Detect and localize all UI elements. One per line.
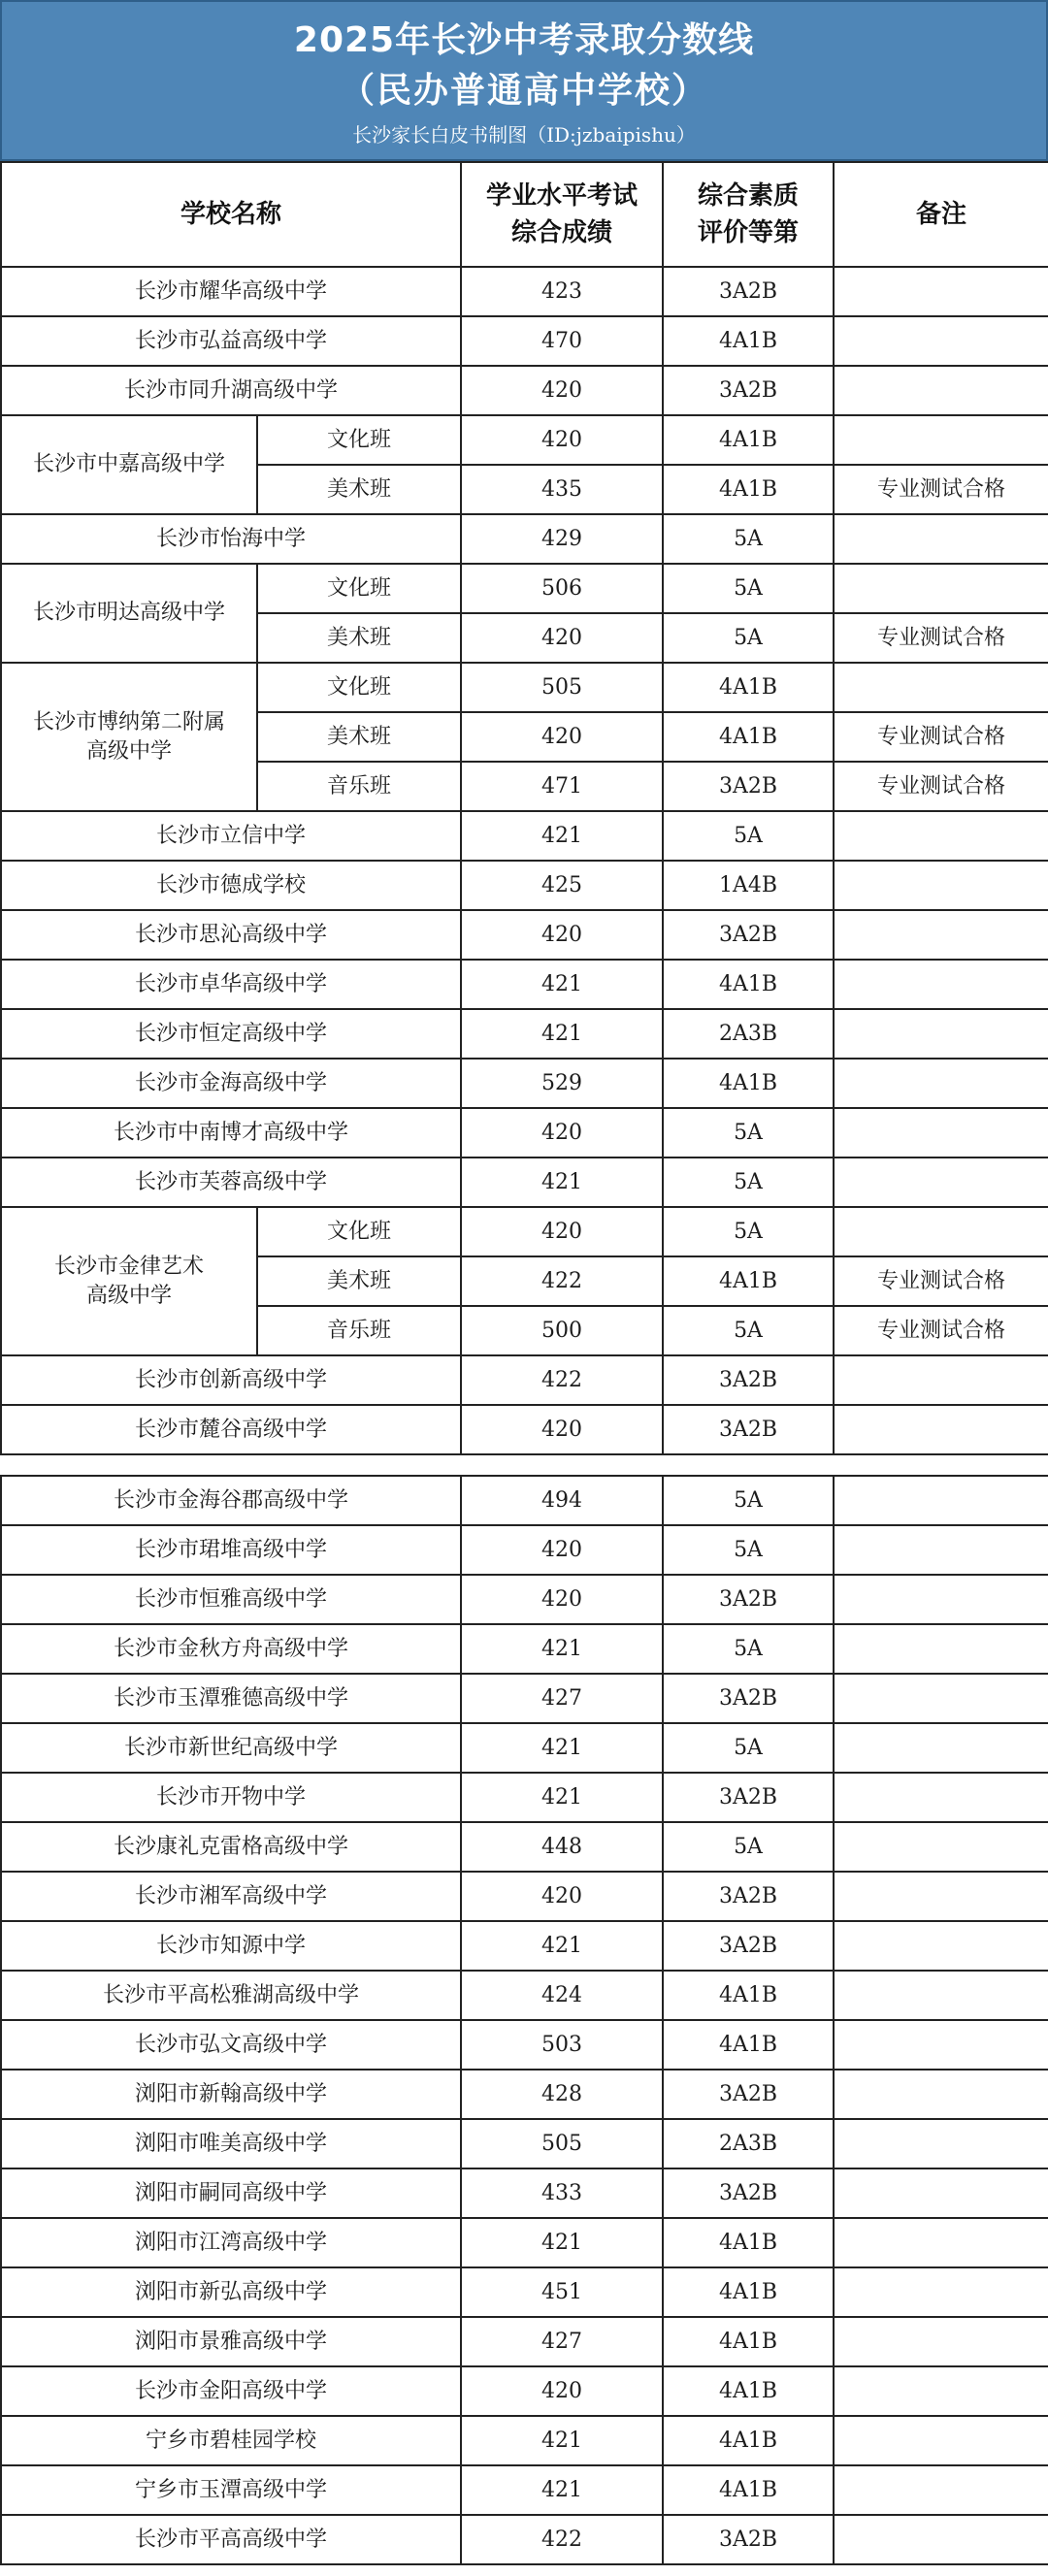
col-grade-line1: 综合素质 bbox=[698, 181, 800, 211]
school-name: 浏阳市唯美高级中学 bbox=[1, 2119, 461, 2168]
school-name: 长沙市金海谷郡高级中学 bbox=[1, 1476, 461, 1525]
school-name: 长沙市耀华高级中学 bbox=[1, 267, 461, 316]
school-name: 长沙市开物中学 bbox=[1, 1773, 461, 1822]
score-value: 420 bbox=[461, 415, 663, 465]
note-value bbox=[834, 514, 1048, 564]
table-row bbox=[1, 267, 1048, 316]
class-name: 音乐班 bbox=[257, 762, 461, 811]
score-value: 423 bbox=[461, 267, 663, 316]
school-name: 长沙市德成学校 bbox=[1, 861, 461, 910]
score-value: 421 bbox=[461, 1624, 663, 1674]
grade-value: 4A1B bbox=[663, 712, 834, 762]
school-name: 长沙市中嘉高级中学 bbox=[1, 415, 257, 514]
score-value: 420 bbox=[461, 1872, 663, 1921]
school-name bbox=[1, 663, 257, 811]
score-value: 505 bbox=[461, 2119, 663, 2168]
grade-value: 5A bbox=[663, 1822, 834, 1872]
col-school-header: 学校名称 bbox=[1, 162, 461, 267]
score-value: 503 bbox=[461, 2020, 663, 2070]
note-value bbox=[834, 1872, 1048, 1921]
school-name: 长沙市麓谷高级中学 bbox=[1, 1405, 461, 1454]
grade-value: 4A1B bbox=[663, 2317, 834, 2366]
score-value: 470 bbox=[461, 316, 663, 366]
table-row bbox=[1, 514, 1048, 564]
score-value: 494 bbox=[461, 1476, 663, 1525]
score-value: 420 bbox=[461, 1525, 663, 1575]
table-row bbox=[1, 1108, 1048, 1158]
class-name: 文化班 bbox=[257, 663, 461, 712]
grade-value: 5A bbox=[663, 1525, 834, 1575]
note-value bbox=[834, 1476, 1048, 1525]
grade-value: 5A bbox=[663, 1624, 834, 1674]
score-value: 435 bbox=[461, 465, 663, 514]
grade-value: 4A1B bbox=[663, 2465, 834, 2515]
note-value bbox=[834, 1773, 1048, 1822]
grade-value: 2A3B bbox=[663, 2119, 834, 2168]
grade-value: 5A bbox=[663, 811, 834, 861]
note-value bbox=[834, 960, 1048, 1009]
score-value: 500 bbox=[461, 1306, 663, 1355]
school-name: 长沙市平高高级中学 bbox=[1, 2515, 461, 2564]
school-name: 宁乡市碧桂园学校 bbox=[1, 2416, 461, 2465]
school-name: 长沙市立信中学 bbox=[1, 811, 461, 861]
school-name: 长沙市金阳高级中学 bbox=[1, 2366, 461, 2416]
school-name: 长沙市平高松雅湖高级中学 bbox=[1, 1971, 461, 2020]
table-row bbox=[1, 2515, 1048, 2564]
table-row bbox=[1, 2317, 1048, 2366]
table-row bbox=[1, 1773, 1048, 1822]
table-row bbox=[1, 415, 1048, 465]
grade-value: 4A1B bbox=[663, 663, 834, 712]
note-value bbox=[834, 1723, 1048, 1773]
grade-value: 3A2B bbox=[663, 1773, 834, 1822]
score-value: 506 bbox=[461, 564, 663, 613]
grade-value: 4A1B bbox=[663, 2416, 834, 2465]
class-name: 文化班 bbox=[257, 415, 461, 465]
note-value bbox=[834, 811, 1048, 861]
score-value: 427 bbox=[461, 1674, 663, 1723]
score-value: 421 bbox=[461, 1773, 663, 1822]
note-value bbox=[834, 1009, 1048, 1059]
grade-value: 3A2B bbox=[663, 366, 834, 415]
school-name: 长沙市同升湖高级中学 bbox=[1, 366, 461, 415]
table-row bbox=[1, 1971, 1048, 2020]
score-value: 420 bbox=[461, 2366, 663, 2416]
school-name: 长沙市新世纪高级中学 bbox=[1, 1723, 461, 1773]
score-value: 421 bbox=[461, 1921, 663, 1971]
table-row bbox=[1, 1158, 1048, 1207]
grade-value: 5A bbox=[663, 1158, 834, 1207]
grade-value: 3A2B bbox=[663, 2168, 834, 2218]
score-value: 420 bbox=[461, 613, 663, 663]
school-name: 长沙市弘文高级中学 bbox=[1, 2020, 461, 2070]
page-title: 2025年长沙中考录取分数线 bbox=[293, 20, 755, 60]
score-value: 420 bbox=[461, 1108, 663, 1158]
page-subtitle: （民办普通高中学校） bbox=[339, 71, 708, 111]
note-value: 专业测试合格 bbox=[834, 1306, 1048, 1355]
col-score-line1: 学业水平考试 bbox=[486, 181, 639, 211]
note-value: 专业测试合格 bbox=[834, 465, 1048, 514]
table-row bbox=[1, 861, 1048, 910]
score-value: 421 bbox=[461, 1009, 663, 1059]
grade-value: 4A1B bbox=[663, 316, 834, 366]
score-value: 471 bbox=[461, 762, 663, 811]
score-value: 529 bbox=[461, 1059, 663, 1108]
table-row bbox=[1, 1575, 1048, 1624]
grade-value: 4A1B bbox=[663, 1059, 834, 1108]
note-value: 专业测试合格 bbox=[834, 613, 1048, 663]
table-row bbox=[1, 2267, 1048, 2317]
col-grade-header bbox=[663, 162, 834, 267]
score-value: 428 bbox=[461, 2070, 663, 2119]
grade-value: 4A1B bbox=[663, 1971, 834, 2020]
note-value bbox=[834, 2317, 1048, 2366]
table-row bbox=[1, 2168, 1048, 2218]
score-value: 421 bbox=[461, 960, 663, 1009]
credit-line: 长沙家长白皮书制图（ID:jzbaipishu） bbox=[352, 123, 696, 147]
class-name: 美术班 bbox=[257, 712, 461, 762]
grade-value: 3A2B bbox=[663, 1405, 834, 1454]
note-value bbox=[834, 2366, 1048, 2416]
note-value bbox=[834, 2267, 1048, 2317]
grade-value: 5A bbox=[663, 1207, 834, 1256]
table-row bbox=[1, 1059, 1048, 1108]
school-name: 浏阳市江湾高级中学 bbox=[1, 2218, 461, 2267]
grade-value: 4A1B bbox=[663, 2218, 834, 2267]
note-value bbox=[834, 1822, 1048, 1872]
note-value bbox=[834, 2218, 1048, 2267]
score-value: 421 bbox=[461, 1723, 663, 1773]
grade-value: 4A1B bbox=[663, 415, 834, 465]
grade-value: 3A2B bbox=[663, 267, 834, 316]
table-row bbox=[1, 811, 1048, 861]
table-row bbox=[1, 2070, 1048, 2119]
note-value: 专业测试合格 bbox=[834, 712, 1048, 762]
school-name: 长沙市玉潭雅德高级中学 bbox=[1, 1674, 461, 1723]
class-name: 文化班 bbox=[257, 1207, 461, 1256]
school-name: 长沙康礼克雷格高级中学 bbox=[1, 1822, 461, 1872]
school-name: 长沙市明达高级中学 bbox=[1, 564, 257, 663]
score-value: 421 bbox=[461, 1158, 663, 1207]
table-row bbox=[1, 1525, 1048, 1575]
table-row bbox=[1, 1674, 1048, 1723]
note-value bbox=[834, 1674, 1048, 1723]
table-row bbox=[1, 1009, 1048, 1059]
table-row bbox=[1, 1476, 1048, 1525]
table-row bbox=[1, 564, 1048, 613]
grade-value: 3A2B bbox=[663, 762, 834, 811]
school-name-line1: 长沙市博纳第二附属 bbox=[32, 709, 225, 734]
grade-value: 3A2B bbox=[663, 1355, 834, 1405]
note-value bbox=[834, 1921, 1048, 1971]
note-value bbox=[834, 1575, 1048, 1624]
table-row bbox=[1, 366, 1048, 415]
note-value: 专业测试合格 bbox=[834, 1256, 1048, 1306]
school-name: 长沙市恒雅高级中学 bbox=[1, 1575, 461, 1624]
score-value: 421 bbox=[461, 2416, 663, 2465]
note-value: 专业测试合格 bbox=[834, 762, 1048, 811]
grade-value: 4A1B bbox=[663, 465, 834, 514]
grade-value: 5A bbox=[663, 514, 834, 564]
school-name: 长沙市思沁高级中学 bbox=[1, 910, 461, 960]
grade-value: 3A2B bbox=[663, 1674, 834, 1723]
class-name: 文化班 bbox=[257, 564, 461, 613]
grade-value: 2A3B bbox=[663, 1009, 834, 1059]
note-value bbox=[834, 2416, 1048, 2465]
admission-table-part-1 bbox=[0, 161, 1048, 1455]
grade-value: 3A2B bbox=[663, 1921, 834, 1971]
school-name-line2: 高级中学 bbox=[85, 738, 172, 764]
note-value bbox=[834, 415, 1048, 465]
school-name: 浏阳市景雅高级中学 bbox=[1, 2317, 461, 2366]
grade-value: 5A bbox=[663, 1476, 834, 1525]
table-row bbox=[1, 2465, 1048, 2515]
score-value: 433 bbox=[461, 2168, 663, 2218]
table-row bbox=[1, 1207, 1048, 1256]
table-row bbox=[1, 316, 1048, 366]
table-row bbox=[1, 2218, 1048, 2267]
class-name: 美术班 bbox=[257, 1256, 461, 1306]
note-value bbox=[834, 2119, 1048, 2168]
grade-value: 5A bbox=[663, 564, 834, 613]
school-name: 长沙市卓华高级中学 bbox=[1, 960, 461, 1009]
table-row bbox=[1, 960, 1048, 1009]
note-value bbox=[834, 267, 1048, 316]
note-value bbox=[834, 2465, 1048, 2515]
school-name: 浏阳市嗣同高级中学 bbox=[1, 2168, 461, 2218]
grade-value: 4A1B bbox=[663, 1256, 834, 1306]
grade-value: 5A bbox=[663, 1723, 834, 1773]
table-row bbox=[1, 1624, 1048, 1674]
table-header-banner bbox=[0, 0, 1048, 161]
grade-value: 3A2B bbox=[663, 2070, 834, 2119]
note-value bbox=[834, 2168, 1048, 2218]
column-header-row bbox=[1, 162, 1048, 267]
grade-value: 4A1B bbox=[663, 2020, 834, 2070]
grade-value: 4A1B bbox=[663, 2366, 834, 2416]
col-grade-line2: 评价等第 bbox=[698, 218, 800, 247]
school-name bbox=[1, 1207, 257, 1355]
grade-value: 3A2B bbox=[663, 910, 834, 960]
score-value: 420 bbox=[461, 1575, 663, 1624]
school-name: 长沙市恒定高级中学 bbox=[1, 1009, 461, 1059]
note-value bbox=[834, 1207, 1048, 1256]
table-row bbox=[1, 1405, 1048, 1454]
note-value bbox=[834, 1108, 1048, 1158]
note-value bbox=[834, 1355, 1048, 1405]
grade-value: 5A bbox=[663, 1108, 834, 1158]
note-value bbox=[834, 316, 1048, 366]
note-value bbox=[834, 564, 1048, 613]
table-row bbox=[1, 2020, 1048, 2070]
table-row bbox=[1, 2366, 1048, 2416]
note-value bbox=[834, 366, 1048, 415]
score-value: 422 bbox=[461, 1355, 663, 1405]
table-row bbox=[1, 2416, 1048, 2465]
score-value: 421 bbox=[461, 2218, 663, 2267]
class-name: 美术班 bbox=[257, 465, 461, 514]
score-value: 427 bbox=[461, 2317, 663, 2366]
table-row bbox=[1, 1872, 1048, 1921]
score-value: 420 bbox=[461, 1207, 663, 1256]
note-value bbox=[834, 2515, 1048, 2564]
grade-value: 4A1B bbox=[663, 960, 834, 1009]
score-value: 505 bbox=[461, 663, 663, 712]
school-name: 长沙市知源中学 bbox=[1, 1921, 461, 1971]
table-gap bbox=[0, 1457, 1048, 1475]
score-value: 420 bbox=[461, 366, 663, 415]
school-name: 长沙市珺堆高级中学 bbox=[1, 1525, 461, 1575]
class-name: 音乐班 bbox=[257, 1306, 461, 1355]
table-row bbox=[1, 1921, 1048, 1971]
note-value bbox=[834, 1158, 1048, 1207]
grade-value: 5A bbox=[663, 1306, 834, 1355]
note-value bbox=[834, 1059, 1048, 1108]
note-value bbox=[834, 2020, 1048, 2070]
score-value: 421 bbox=[461, 2465, 663, 2515]
grade-value: 3A2B bbox=[663, 1872, 834, 1921]
class-name: 美术班 bbox=[257, 613, 461, 663]
table-row bbox=[1, 663, 1048, 712]
school-name: 长沙市金海高级中学 bbox=[1, 1059, 461, 1108]
school-name: 浏阳市新弘高级中学 bbox=[1, 2267, 461, 2317]
grade-value: 5A bbox=[663, 613, 834, 663]
score-value: 451 bbox=[461, 2267, 663, 2317]
school-name-line2: 高级中学 bbox=[85, 1283, 172, 1308]
grade-value: 1A4B bbox=[663, 861, 834, 910]
table-row bbox=[1, 1822, 1048, 1872]
score-value: 421 bbox=[461, 811, 663, 861]
grade-value: 4A1B bbox=[663, 2267, 834, 2317]
col-score-line2: 综合成绩 bbox=[511, 218, 613, 247]
score-value: 420 bbox=[461, 910, 663, 960]
table-row bbox=[1, 1355, 1048, 1405]
note-value bbox=[834, 663, 1048, 712]
school-name: 长沙市湘军高级中学 bbox=[1, 1872, 461, 1921]
note-value bbox=[834, 2070, 1048, 2119]
note-value bbox=[834, 1971, 1048, 2020]
note-value bbox=[834, 861, 1048, 910]
school-name: 宁乡市玉潭高级中学 bbox=[1, 2465, 461, 2515]
admission-table-part-2 bbox=[0, 1475, 1048, 2565]
score-value: 422 bbox=[461, 2515, 663, 2564]
school-name-line1: 长沙市金律艺术 bbox=[53, 1254, 204, 1279]
note-value bbox=[834, 1405, 1048, 1454]
col-score-header bbox=[461, 162, 663, 267]
note-value bbox=[834, 1624, 1048, 1674]
table-row bbox=[1, 1723, 1048, 1773]
grade-value: 3A2B bbox=[663, 2515, 834, 2564]
school-name: 长沙市弘益高级中学 bbox=[1, 316, 461, 366]
grade-value: 3A2B bbox=[663, 1575, 834, 1624]
table-row bbox=[1, 910, 1048, 960]
school-name: 浏阳市新翰高级中学 bbox=[1, 2070, 461, 2119]
table-row bbox=[1, 2119, 1048, 2168]
score-value: 424 bbox=[461, 1971, 663, 2020]
school-name: 长沙市创新高级中学 bbox=[1, 1355, 461, 1405]
col-note-header: 备注 bbox=[834, 162, 1048, 267]
score-value: 420 bbox=[461, 1405, 663, 1454]
school-name: 长沙市中南博才高级中学 bbox=[1, 1108, 461, 1158]
score-value: 425 bbox=[461, 861, 663, 910]
score-value: 429 bbox=[461, 514, 663, 564]
score-value: 422 bbox=[461, 1256, 663, 1306]
score-value: 448 bbox=[461, 1822, 663, 1872]
school-name: 长沙市怡海中学 bbox=[1, 514, 461, 564]
school-name: 长沙市芙蓉高级中学 bbox=[1, 1158, 461, 1207]
note-value bbox=[834, 910, 1048, 960]
note-value bbox=[834, 1525, 1048, 1575]
school-name: 长沙市金秋方舟高级中学 bbox=[1, 1624, 461, 1674]
score-value: 420 bbox=[461, 712, 663, 762]
